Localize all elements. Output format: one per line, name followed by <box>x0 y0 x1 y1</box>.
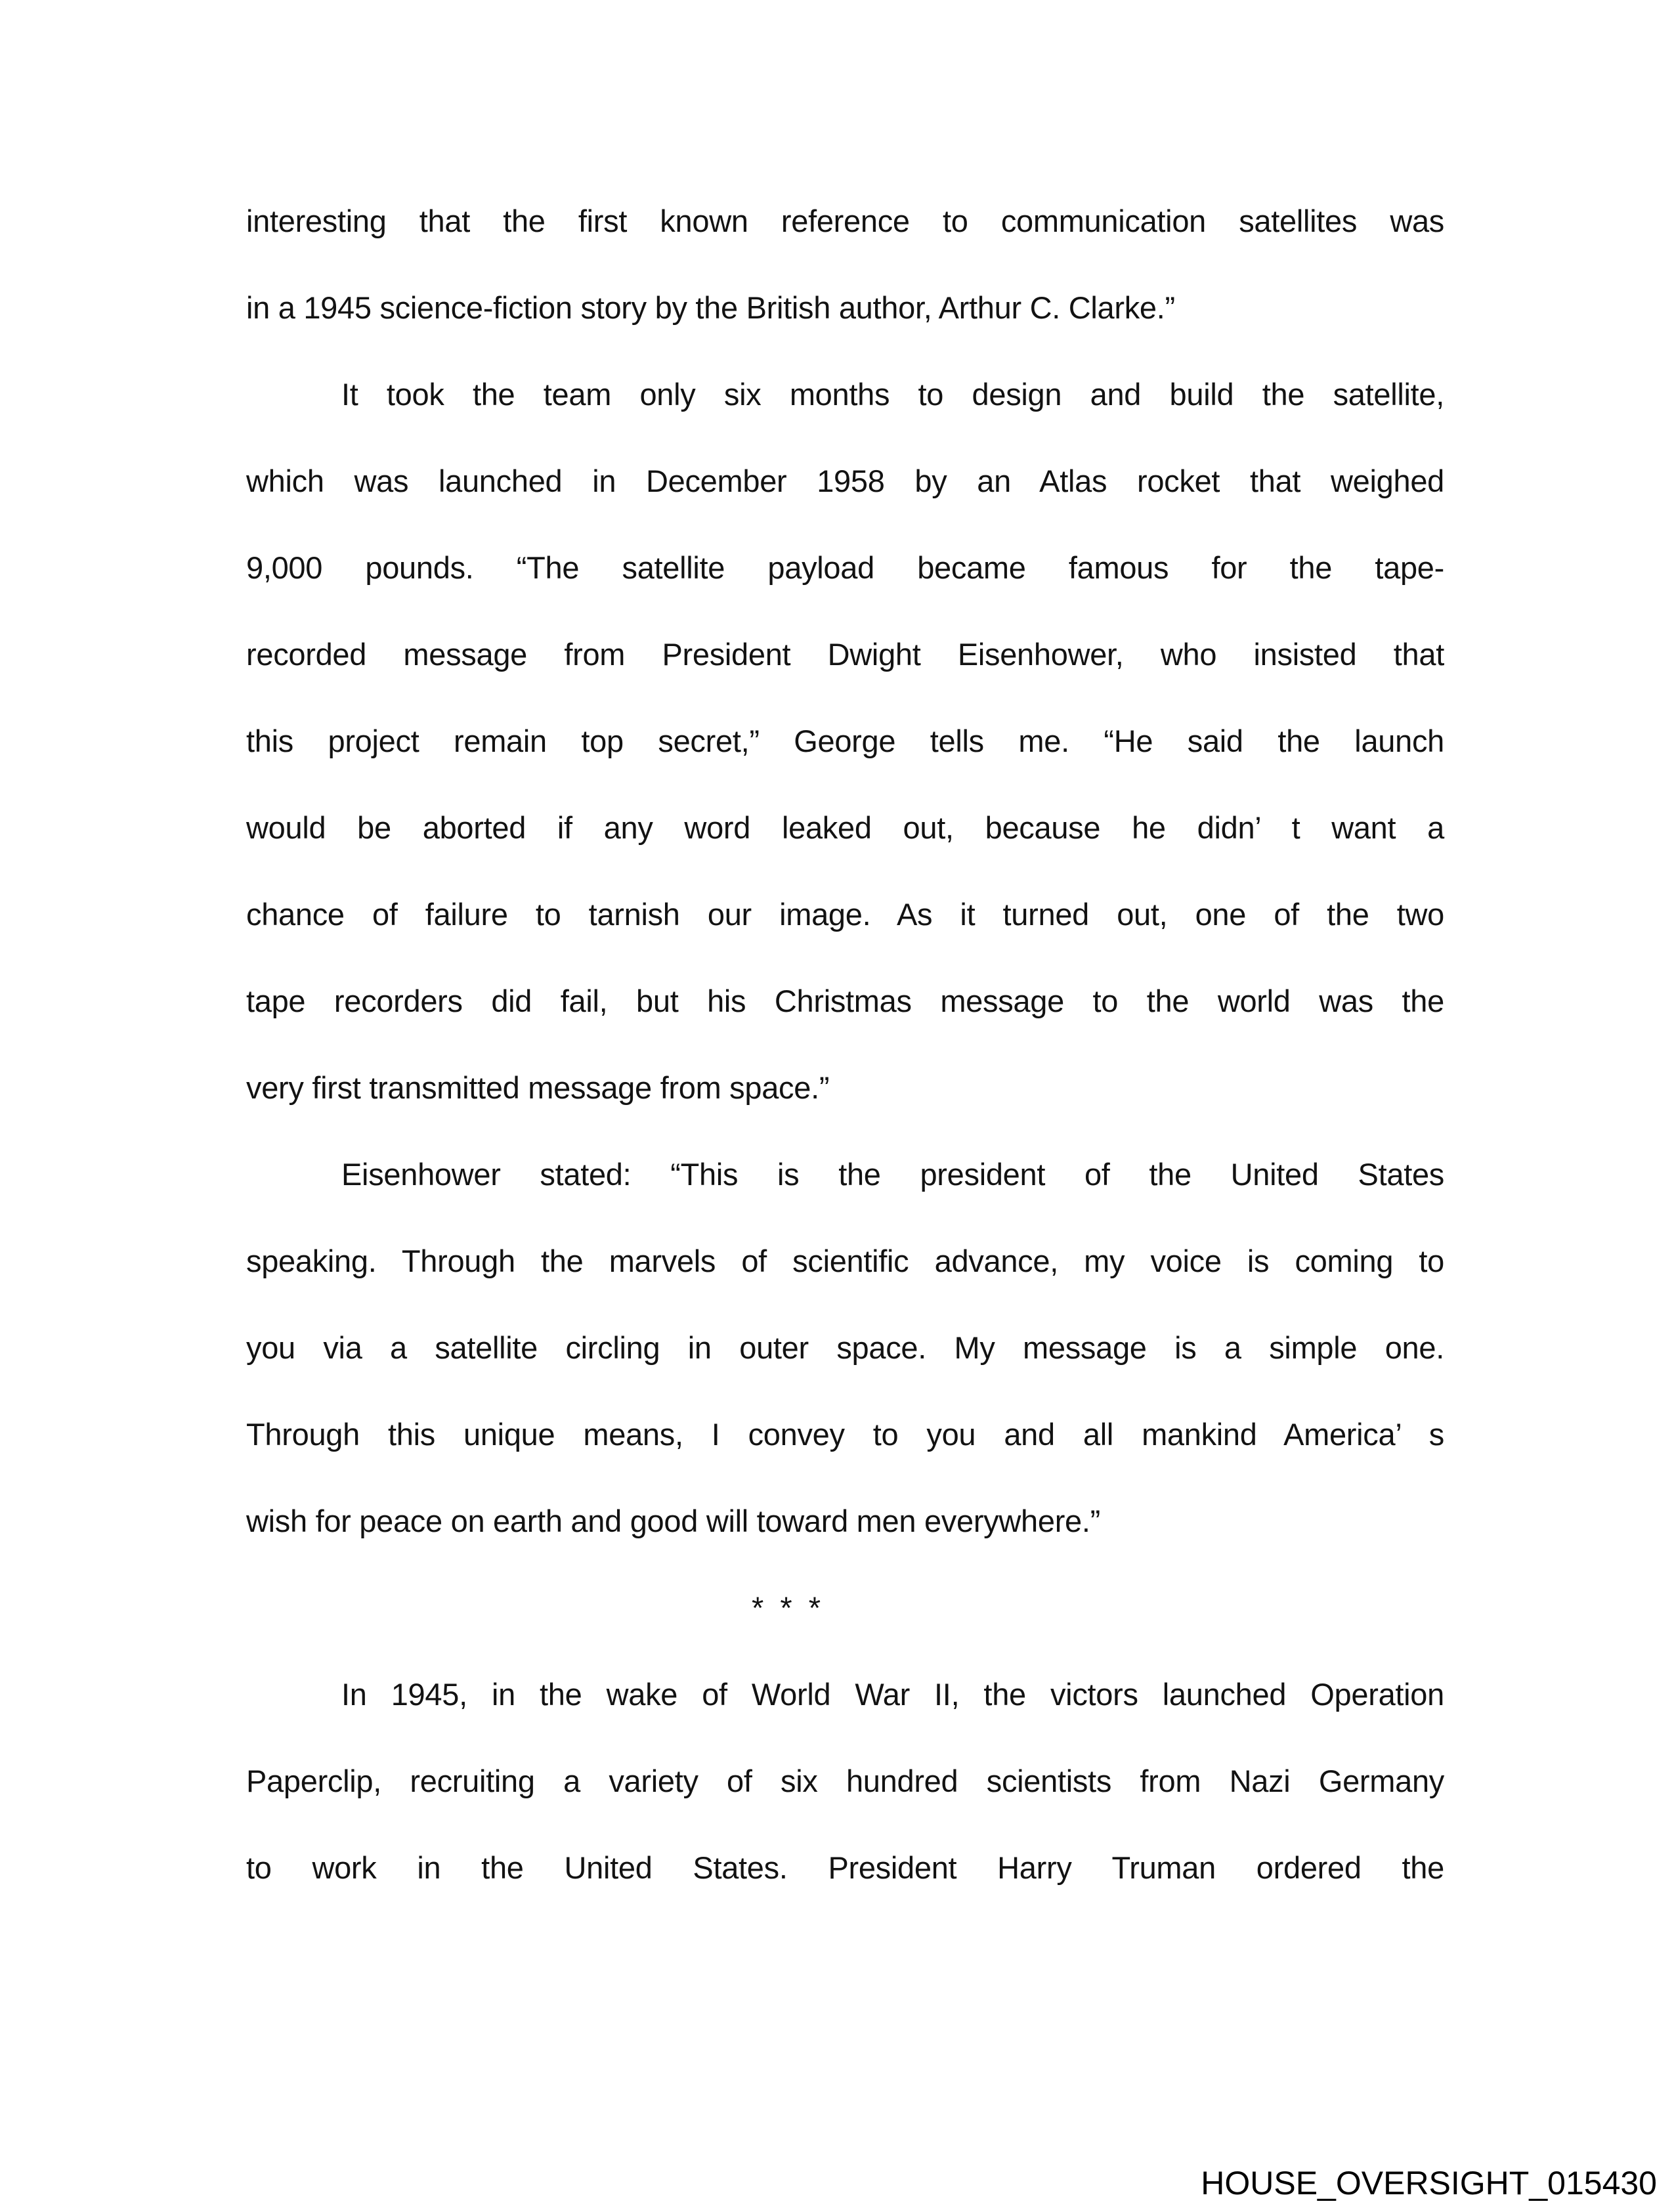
text-line: in a 1945 science-fiction story by the British author, Arthur C. Clarke.” <box>246 290 1175 325</box>
text-line: chance of failure to tarnish our image. As it turned out, one of the two <box>246 897 1444 932</box>
text-line: In 1945, in the wake of World War II, the victors launched Operation <box>341 1677 1444 1712</box>
text-line: speaking. Through the marvels of scientific advance, my voice is coming to <box>246 1244 1444 1278</box>
text-line: very first transmitted message from space.” <box>246 1070 830 1105</box>
section-separator: * * * <box>752 1590 825 1625</box>
text-line: 9,000 pounds. “The satellite payload became famous for the tape- <box>246 550 1444 585</box>
text-line: It took the team only six months to design and build the satellite, <box>341 377 1444 412</box>
text-line: this project remain top secret,” George tells me. “He said the launch <box>246 724 1444 758</box>
bates-number: HOUSE_OVERSIGHT_015430 <box>1201 2165 1657 2201</box>
text-line: which was launched in December 1958 by an Atlas rocket that weighed <box>246 464 1444 498</box>
text-line: tape recorders did fail, but his Christmas message to the world was the <box>246 984 1444 1018</box>
text-line: wish for peace on earth and good will toward men everywhere.” <box>246 1504 1101 1538</box>
text-line: Eisenhower stated: “This is the president of the United States <box>341 1157 1444 1192</box>
text-line: Paperclip, recruiting a variety of six hundred scientists from Nazi Germany <box>246 1764 1444 1798</box>
text-line: interesting that the first known reference to communication satellites was <box>246 204 1444 238</box>
document-body <box>246 178 1444 1911</box>
text-line: would be aborted if any word leaked out, because he didn’ t want a <box>246 810 1444 845</box>
text-line: Through this unique means, I convey to you and all mankind America’ s <box>246 1417 1444 1452</box>
text-line: recorded message from President Dwight Eisenhower, who insisted that <box>246 637 1444 672</box>
text-line: to work in the United States. President Harry Truman ordered the <box>246 1850 1444 1885</box>
text-line: you via a satellite circling in outer space. My message is a simple one. <box>246 1330 1444 1365</box>
